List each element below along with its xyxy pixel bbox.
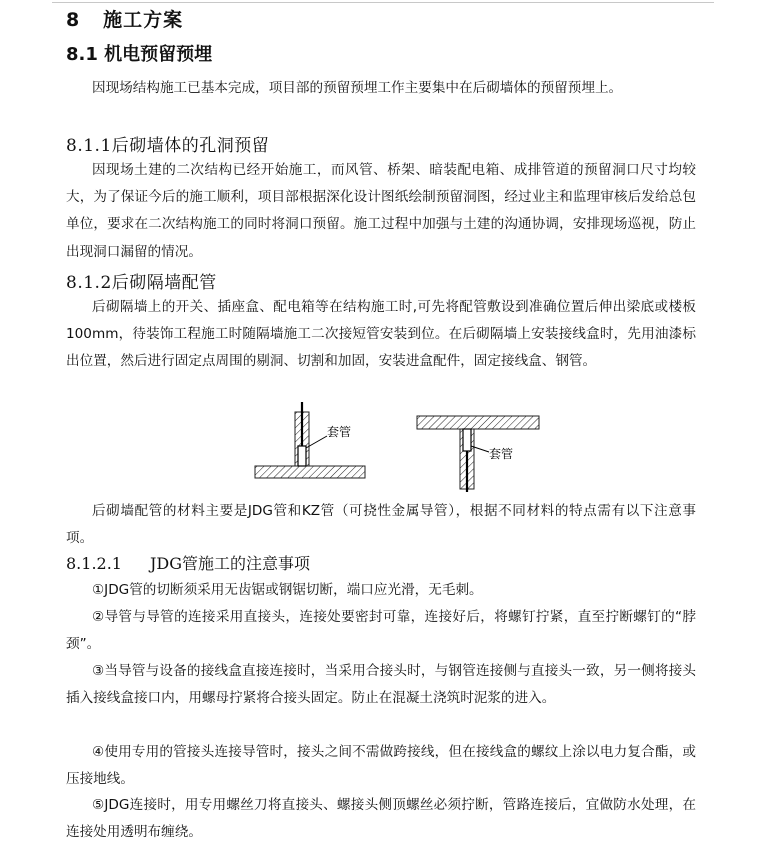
- subsection-title: JDG管施工的注意事项: [149, 554, 311, 573]
- subsection-heading-8-1: 8.1 机电预留预埋: [66, 44, 213, 65]
- paragraph-intro: 因现场结构施工已基本完成，项目部的预留预埋工作主要集中在后砌墙体的预留预埋上。: [92, 80, 623, 96]
- left-floor-slab: [255, 466, 365, 478]
- left-sleeve-label: 套管: [327, 425, 352, 439]
- right-sleeve-label: 套管: [489, 447, 514, 461]
- list-item-5: ⑤JDG连接时，用专用螺丝刀将直接头、螺接头侧顶螺丝必须拧断，管路连接后，宜做防水处理，在连接处用透明布缠绕。: [66, 797, 696, 841]
- section-title: 施工方案: [103, 9, 184, 31]
- subsection-number: 8.1.2.1: [66, 554, 122, 573]
- subsection-heading-8-1-1: 8.1.1后砌墙体的孔洞预留: [66, 136, 270, 156]
- section-heading: [66, 5, 183, 32]
- left-sleeve: [298, 446, 306, 466]
- list-item-4: ④使用专用的管接头连接导管时，接头之间不需做跨接线，但在接线盒的螺纹上涂以电力复合酯，或压接地线。: [66, 744, 696, 788]
- list-item-2: ②导管与导管的连接采用直接头，连接处要密封可靠，连接好后，将螺钉拧紧，直至拧断螺钉的“脖颈”。: [66, 609, 696, 653]
- paragraph-partition-piping: 后砌隔墙上的开关、插座盒、配电箱等在结构施工时,可先将配管敷设到准确位置后伸出梁底或楼板100mm，待装饰工程施工时随隔墙施工二次接短管安装到位。在后砌隔墙上安装接线盒时，先用油漆标出位置，然后进行固定点周围的剔洞、切割和加固，安装进盒配件，固定接线盒、钢管。: [66, 299, 696, 370]
- list-item-3: ③当导管与设备的接线盒直接连接时，当采用合接头时，与钢管连接侧与直接头一致，另一侧将接头插入接线盒接口内，用螺母拧紧将合接头固定。防止在混凝土浇筑时泥浆的进入。: [66, 663, 696, 707]
- sleeve-diagram: [245, 400, 570, 495]
- right-wall-figure: [417, 416, 539, 492]
- list-item-1: ①JDG管的切断须采用无齿锯或钢锯切断，端口应光滑，无毛刺。: [92, 582, 483, 598]
- section-number: 8: [66, 9, 81, 31]
- header-rule: [52, 2, 714, 3]
- paragraph-materials: 后砌墙配管的材料主要是JDG管和KZ管（可挠性金属导管），根据不同材料的特点需有以下注意事项。: [66, 503, 696, 547]
- right-sleeve: [463, 429, 471, 451]
- left-wall-figure: [255, 402, 365, 478]
- paragraph-hole-reservation: 因现场土建的二次结构已经开始施工，而风管、桥架、暗装配电箱、成排管道的预留洞口尺寸均较大，为了保证今后的施工顺利，项目部根据深化设计图纸绘制预留洞图，经过业主和监理审核后发给总包单位，要求在二次结构施工的同时将洞口预留。施工过程中加强与土建的沟通协调，安排现场巡视，防止出现洞口漏留的情况。: [66, 162, 696, 260]
- subsection-heading-8-1-2-1: [66, 551, 310, 574]
- right-ceiling-slab: [417, 416, 539, 429]
- subsection-heading-8-1-2: 8.1.2后砌隔墙配管: [66, 273, 217, 293]
